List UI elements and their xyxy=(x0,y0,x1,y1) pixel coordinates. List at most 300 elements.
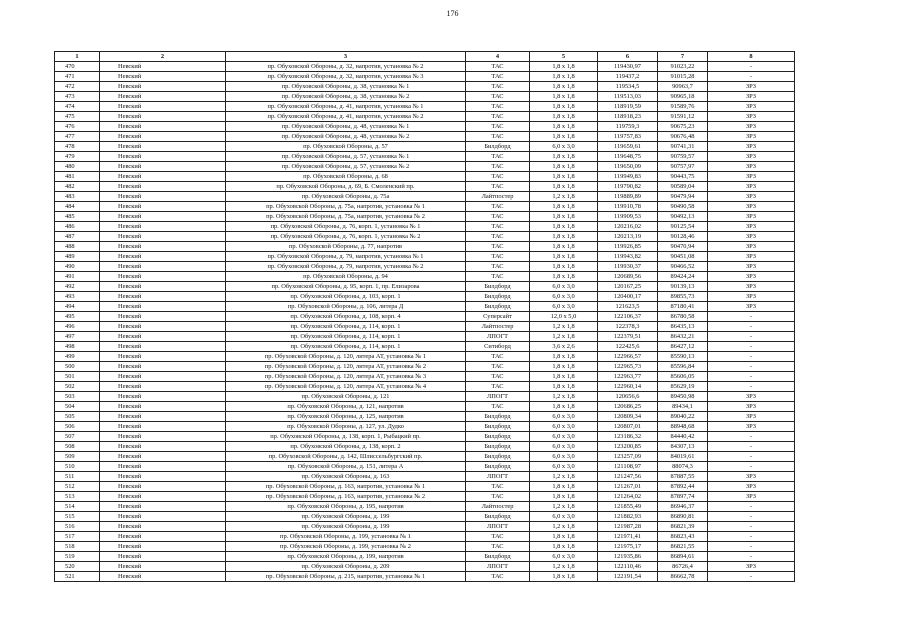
table-row xyxy=(55,392,795,402)
x-coordinate-cell: 119659,61 xyxy=(598,142,658,152)
size-cell: 6,0 x 3,0 xyxy=(530,552,598,562)
y-coordinate-cell: 84440,42 xyxy=(658,432,708,442)
address-cell: пр. Обуховской Обороны, д. 75а, напротив, установка № 2 xyxy=(226,212,466,222)
table-row xyxy=(55,482,795,492)
district-cell: Невский xyxy=(100,562,226,572)
y-coordinate-cell: 84019,61 xyxy=(658,452,708,462)
y-coordinate-cell: 86894,61 xyxy=(658,552,708,562)
address-cell: пр. Обуховской Обороны, д. 69, Б. Смоленский пр. xyxy=(226,182,466,192)
x-coordinate-cell: 122378,3 xyxy=(598,322,658,332)
district-cell: Невский xyxy=(100,112,226,122)
table-row xyxy=(55,172,795,182)
row-number-cell: 481 xyxy=(55,172,100,182)
zone-cell: - xyxy=(708,512,795,522)
address-cell: пр. Обуховской Обороны, д. 76, корп. 1, установка № 2 xyxy=(226,232,466,242)
table-row xyxy=(55,552,795,562)
zone-cell: ЗРЗ xyxy=(708,262,795,272)
address-cell: пр. Обуховской Обороны, д. 48, установка № 2 xyxy=(226,132,466,142)
y-coordinate-cell: 86946,37 xyxy=(658,502,708,512)
row-number-cell: 505 xyxy=(55,412,100,422)
size-cell: 6,0 x 3,0 xyxy=(530,452,598,462)
y-coordinate-cell: 87180,41 xyxy=(658,302,708,312)
table-row xyxy=(55,312,795,322)
y-coordinate-cell: 90965,18 xyxy=(658,92,708,102)
address-cell: пр. Обуховской Обороны, д. 121 xyxy=(226,392,466,402)
zone-cell: - xyxy=(708,332,795,342)
address-cell: пр. Обуховской Обороны, д. 138, корп. 1, Рыбацкий пр. xyxy=(226,432,466,442)
table-row xyxy=(55,302,795,312)
address-cell: пр. Обуховской Обороны, д. 103, корп. 1 xyxy=(226,292,466,302)
district-cell: Невский xyxy=(100,232,226,242)
table-row xyxy=(55,252,795,262)
column-header: 1 xyxy=(55,52,100,62)
x-coordinate-cell: 122425,6 xyxy=(598,342,658,352)
address-cell: пр. Обуховской Обороны, д. 125, напротив xyxy=(226,412,466,422)
type-cell: Лайтпостер xyxy=(466,322,530,332)
zone-cell: - xyxy=(708,432,795,442)
zone-cell: - xyxy=(708,72,795,82)
row-number-cell: 500 xyxy=(55,362,100,372)
type-cell: ТАС xyxy=(466,122,530,132)
y-coordinate-cell: 86427,12 xyxy=(658,342,708,352)
x-coordinate-cell: 119757,83 xyxy=(598,132,658,142)
size-cell: 1,2 x 1,8 xyxy=(530,522,598,532)
district-cell: Невский xyxy=(100,362,226,372)
address-cell: пр. Обуховской Обороны, д. 41, напротив, установка № 1 xyxy=(226,102,466,112)
address-cell: пр. Обуховской Обороны, д. 114, корп. 1 xyxy=(226,322,466,332)
zone-cell: ЗРЗ xyxy=(708,102,795,112)
type-cell: ТАС xyxy=(466,272,530,282)
district-cell: Невский xyxy=(100,302,226,312)
zone-cell: - xyxy=(708,572,795,582)
x-coordinate-cell: 121975,17 xyxy=(598,542,658,552)
type-cell: ТАС xyxy=(466,222,530,232)
y-coordinate-cell: 90757,97 xyxy=(658,162,708,172)
type-cell: Билдборд xyxy=(466,442,530,452)
row-number-cell: 498 xyxy=(55,342,100,352)
size-cell: 1,8 x 1,8 xyxy=(530,122,598,132)
type-cell: Билдборд xyxy=(466,302,530,312)
district-cell: Невский xyxy=(100,432,226,442)
x-coordinate-cell: 119926,85 xyxy=(598,242,658,252)
type-cell: ЛПОГТ xyxy=(466,522,530,532)
zone-cell: ЗРЗ xyxy=(708,132,795,142)
row-number-cell: 495 xyxy=(55,312,100,322)
zone-cell: ЗРЗ xyxy=(708,202,795,212)
x-coordinate-cell: 119650,09 xyxy=(598,162,658,172)
type-cell: Билдборд xyxy=(466,552,530,562)
district-cell: Невский xyxy=(100,292,226,302)
type-cell: ТАС xyxy=(466,212,530,222)
type-cell: ТАС xyxy=(466,182,530,192)
type-cell: ЛПОГТ xyxy=(466,472,530,482)
zone-cell: ЗРЗ xyxy=(708,492,795,502)
row-number-cell: 470 xyxy=(55,62,100,72)
row-number-cell: 475 xyxy=(55,112,100,122)
size-cell: 6,0 x 3,0 xyxy=(530,432,598,442)
table-row xyxy=(55,352,795,362)
x-coordinate-cell: 119534,5 xyxy=(598,82,658,92)
zone-cell: ЗРЗ xyxy=(708,562,795,572)
table-row xyxy=(55,222,795,232)
size-cell: 1,8 x 1,8 xyxy=(530,182,598,192)
zone-cell: ЗРЗ xyxy=(708,232,795,242)
size-cell: 1,8 x 1,8 xyxy=(530,222,598,232)
district-cell: Невский xyxy=(100,312,226,322)
x-coordinate-cell: 121855,49 xyxy=(598,502,658,512)
size-cell: 6,0 x 3,0 xyxy=(530,442,598,452)
size-cell: 6,0 x 3,0 xyxy=(530,512,598,522)
district-cell: Невский xyxy=(100,352,226,362)
address-cell: пр. Обуховской Обороны, д. 199 xyxy=(226,522,466,532)
row-number-cell: 515 xyxy=(55,512,100,522)
district-cell: Невский xyxy=(100,492,226,502)
zone-cell: ЗРЗ xyxy=(708,172,795,182)
address-cell: пр. Обуховской Обороны, д. 114, корп. 1 xyxy=(226,342,466,352)
y-coordinate-cell: 86726,4 xyxy=(658,562,708,572)
size-cell: 6,0 x 3,0 xyxy=(530,142,598,152)
district-cell: Невский xyxy=(100,532,226,542)
row-number-cell: 506 xyxy=(55,422,100,432)
district-cell: Невский xyxy=(100,152,226,162)
x-coordinate-cell: 123200,85 xyxy=(598,442,658,452)
type-cell: ТАС xyxy=(466,482,530,492)
zone-cell: ЗРЗ xyxy=(708,152,795,162)
zone-cell: ЗРЗ xyxy=(708,252,795,262)
type-cell: Билдборд xyxy=(466,292,530,302)
row-number-cell: 520 xyxy=(55,562,100,572)
address-cell: пр. Обуховской Обороны, д. 215, напротив, установка № 1 xyxy=(226,572,466,582)
row-number-cell: 501 xyxy=(55,372,100,382)
zone-cell: ЗРЗ xyxy=(708,472,795,482)
size-cell: 1,8 x 1,8 xyxy=(530,162,598,172)
y-coordinate-cell: 91591,12 xyxy=(658,112,708,122)
type-cell: ТАС xyxy=(466,372,530,382)
district-cell: Невский xyxy=(100,512,226,522)
address-cell: пр. Обуховской Обороны, д. 108, корп. 4 xyxy=(226,312,466,322)
size-cell: 1,8 x 1,8 xyxy=(530,212,598,222)
address-cell: пр. Обуховской Обороны, д. 114, корп. 1 xyxy=(226,332,466,342)
address-cell: пр. Обуховской Обороны, д. 48, установка № 1 xyxy=(226,122,466,132)
row-number-cell: 471 xyxy=(55,72,100,82)
type-cell: ЛПОГТ xyxy=(466,392,530,402)
y-coordinate-cell: 91023,22 xyxy=(658,62,708,72)
district-cell: Невский xyxy=(100,332,226,342)
row-number-cell: 489 xyxy=(55,252,100,262)
size-cell: 12,0 x 5,0 xyxy=(530,312,598,322)
table-row xyxy=(55,522,795,532)
table-row xyxy=(55,292,795,302)
x-coordinate-cell: 119943,82 xyxy=(598,252,658,262)
district-cell: Невский xyxy=(100,542,226,552)
zone-cell: - xyxy=(708,542,795,552)
district-cell: Невский xyxy=(100,522,226,532)
address-cell: пр. Обуховской Обороны, д. 76, корп. 1, установка № 1 xyxy=(226,222,466,232)
type-cell: Билдборд xyxy=(466,512,530,522)
y-coordinate-cell: 88074,3 xyxy=(658,462,708,472)
district-cell: Невский xyxy=(100,482,226,492)
row-number-cell: 511 xyxy=(55,472,100,482)
table-row xyxy=(55,242,795,252)
zone-cell: - xyxy=(708,62,795,72)
x-coordinate-cell: 121882,93 xyxy=(598,512,658,522)
row-number-cell: 507 xyxy=(55,432,100,442)
address-cell: пр. Обуховской Обороны, д. 95, корп. 1, пр. Елизарова xyxy=(226,282,466,292)
type-cell: ТАС xyxy=(466,102,530,112)
y-coordinate-cell: 90676,48 xyxy=(658,132,708,142)
size-cell: 1,8 x 1,8 xyxy=(530,72,598,82)
address-cell: пр. Обуховской Обороны, д. 57, установка № 1 xyxy=(226,152,466,162)
type-cell: ТАС xyxy=(466,402,530,412)
size-cell: 1,8 x 1,8 xyxy=(530,82,598,92)
size-cell: 1,8 x 1,8 xyxy=(530,172,598,182)
column-header: 8 xyxy=(708,52,795,62)
type-cell: Ситиборд xyxy=(466,342,530,352)
y-coordinate-cell: 86823,43 xyxy=(658,532,708,542)
address-cell: пр. Обуховской Обороны, д. 77, напротив xyxy=(226,242,466,252)
table-row xyxy=(55,82,795,92)
address-cell: пр. Обуховской Обороны, д. 41, напротив, установка № 2 xyxy=(226,112,466,122)
table-header-row xyxy=(55,52,795,62)
table-row xyxy=(55,282,795,292)
table-row xyxy=(55,102,795,112)
district-cell: Невский xyxy=(100,372,226,382)
type-cell: ТАС xyxy=(466,262,530,272)
address-cell: пр. Обуховской Обороны, д. 75а xyxy=(226,192,466,202)
address-cell: пр. Обуховской Обороны, д. 163 xyxy=(226,472,466,482)
row-number-cell: 487 xyxy=(55,232,100,242)
size-cell: 6,0 x 3,0 xyxy=(530,292,598,302)
type-cell: ТАС xyxy=(466,352,530,362)
x-coordinate-cell: 122106,37 xyxy=(598,312,658,322)
table-row xyxy=(55,162,795,172)
row-number-cell: 518 xyxy=(55,542,100,552)
x-coordinate-cell: 120686,25 xyxy=(598,402,658,412)
table-row xyxy=(55,502,795,512)
column-header: 6 xyxy=(598,52,658,62)
zone-cell: ЗРЗ xyxy=(708,92,795,102)
table-row xyxy=(55,272,795,282)
district-cell: Невский xyxy=(100,502,226,512)
y-coordinate-cell: 90466,52 xyxy=(658,262,708,272)
y-coordinate-cell: 90759,57 xyxy=(658,152,708,162)
address-cell: пр. Обуховской Обороны, д. 138, корп. 2 xyxy=(226,442,466,452)
type-cell: ЛПОГТ xyxy=(466,562,530,572)
size-cell: 6,0 x 3,0 xyxy=(530,302,598,312)
size-cell: 1,8 x 1,8 xyxy=(530,402,598,412)
address-cell: пр. Обуховской Обороны, д. 163, напротив, установка № 1 xyxy=(226,482,466,492)
y-coordinate-cell: 89450,98 xyxy=(658,392,708,402)
y-coordinate-cell: 91015,28 xyxy=(658,72,708,82)
address-cell: пр. Обуховской Обороны, д. 199, установка № 2 xyxy=(226,542,466,552)
y-coordinate-cell: 90675,23 xyxy=(658,122,708,132)
size-cell: 1,8 x 1,8 xyxy=(530,362,598,372)
district-cell: Невский xyxy=(100,422,226,432)
district-cell: Невский xyxy=(100,262,226,272)
district-cell: Невский xyxy=(100,162,226,172)
size-cell: 1,8 x 1,8 xyxy=(530,132,598,142)
row-number-cell: 512 xyxy=(55,482,100,492)
size-cell: 6,0 x 3,0 xyxy=(530,422,598,432)
address-cell: пр. Обуховской Обороны, д. 120, литера АТ, установка № 2 xyxy=(226,362,466,372)
district-cell: Невский xyxy=(100,142,226,152)
district-cell: Невский xyxy=(100,322,226,332)
zone-cell: - xyxy=(708,312,795,322)
zone-cell: - xyxy=(708,372,795,382)
type-cell: ТАС xyxy=(466,62,530,72)
row-number-cell: 508 xyxy=(55,442,100,452)
y-coordinate-cell: 91589,76 xyxy=(658,102,708,112)
size-cell: 1,2 x 1,8 xyxy=(530,332,598,342)
table-row xyxy=(55,572,795,582)
y-coordinate-cell: 85606,05 xyxy=(658,372,708,382)
table-row xyxy=(55,542,795,552)
type-cell: Билдборд xyxy=(466,142,530,152)
table-row xyxy=(55,472,795,482)
size-cell: 1,8 x 1,8 xyxy=(530,382,598,392)
type-cell: ТАС xyxy=(466,382,530,392)
x-coordinate-cell: 122965,73 xyxy=(598,362,658,372)
table-row xyxy=(55,72,795,82)
size-cell: 1,2 x 1,8 xyxy=(530,392,598,402)
y-coordinate-cell: 90443,75 xyxy=(658,172,708,182)
type-cell: ТАС xyxy=(466,82,530,92)
district-cell: Невский xyxy=(100,62,226,72)
address-cell: пр. Обуховской Обороны, д. 79, напротив, установка № 1 xyxy=(226,252,466,262)
y-coordinate-cell: 89424,24 xyxy=(658,272,708,282)
table-row xyxy=(55,342,795,352)
x-coordinate-cell: 118919,59 xyxy=(598,102,658,112)
address-cell: пр. Обуховской Обороны, д. 120, литера АТ, установка № 1 xyxy=(226,352,466,362)
table-row xyxy=(55,122,795,132)
type-cell: ТАС xyxy=(466,132,530,142)
table-row xyxy=(55,532,795,542)
size-cell: 6,0 x 3,0 xyxy=(530,282,598,292)
district-cell: Невский xyxy=(100,202,226,212)
district-cell: Невский xyxy=(100,92,226,102)
y-coordinate-cell: 87892,44 xyxy=(658,482,708,492)
type-cell: ТАС xyxy=(466,532,530,542)
size-cell: 1,8 x 1,8 xyxy=(530,532,598,542)
row-number-cell: 483 xyxy=(55,192,100,202)
size-cell: 1,8 x 1,8 xyxy=(530,112,598,122)
address-cell: пр. Обуховской Обороны, д. 142, Шлиссельбургский пр. xyxy=(226,452,466,462)
table-row xyxy=(55,152,795,162)
address-cell: пр. Обуховской Обороны, д. 38, установка № 2 xyxy=(226,92,466,102)
y-coordinate-cell: 90490,58 xyxy=(658,202,708,212)
address-cell: пр. Обуховской Обороны, д. 57, установка № 2 xyxy=(226,162,466,172)
x-coordinate-cell: 120689,56 xyxy=(598,272,658,282)
zone-cell: - xyxy=(708,462,795,472)
y-coordinate-cell: 85629,19 xyxy=(658,382,708,392)
table-row xyxy=(55,432,795,442)
x-coordinate-cell: 122379,51 xyxy=(598,332,658,342)
table-row xyxy=(55,132,795,142)
row-number-cell: 499 xyxy=(55,352,100,362)
x-coordinate-cell: 120809,34 xyxy=(598,412,658,422)
zone-cell: - xyxy=(708,342,795,352)
type-cell: ЛПОГТ xyxy=(466,332,530,342)
x-coordinate-cell: 121623,5 xyxy=(598,302,658,312)
row-number-cell: 493 xyxy=(55,292,100,302)
zone-cell: - xyxy=(708,352,795,362)
district-cell: Невский xyxy=(100,122,226,132)
x-coordinate-cell: 119889,89 xyxy=(598,192,658,202)
address-cell: пр. Обуховской Обороны, д. 209 xyxy=(226,562,466,572)
x-coordinate-cell: 120656,6 xyxy=(598,392,658,402)
district-cell: Невский xyxy=(100,172,226,182)
row-number-cell: 496 xyxy=(55,322,100,332)
size-cell: 1,8 x 1,8 xyxy=(530,102,598,112)
district-cell: Невский xyxy=(100,132,226,142)
x-coordinate-cell: 120400,17 xyxy=(598,292,658,302)
y-coordinate-cell: 85596,84 xyxy=(658,362,708,372)
district-cell: Невский xyxy=(100,552,226,562)
size-cell: 1,8 x 1,8 xyxy=(530,482,598,492)
type-cell: ТАС xyxy=(466,542,530,552)
address-cell: пр. Обуховской Обороны, д. 151, литера А xyxy=(226,462,466,472)
address-cell: пр. Обуховской Обороны, д. 79, напротив, установка № 2 xyxy=(226,262,466,272)
y-coordinate-cell: 90125,54 xyxy=(658,222,708,232)
y-coordinate-cell: 86821,39 xyxy=(658,522,708,532)
table-row xyxy=(55,512,795,522)
district-cell: Невский xyxy=(100,412,226,422)
district-cell: Невский xyxy=(100,192,226,202)
row-number-cell: 492 xyxy=(55,282,100,292)
size-cell: 1,8 x 1,8 xyxy=(530,492,598,502)
district-cell: Невский xyxy=(100,392,226,402)
row-number-cell: 504 xyxy=(55,402,100,412)
size-cell: 1,8 x 1,8 xyxy=(530,572,598,582)
x-coordinate-cell: 119513,03 xyxy=(598,92,658,102)
type-cell: ТАС xyxy=(466,572,530,582)
data-table xyxy=(54,51,795,582)
size-cell: 1,8 x 1,8 xyxy=(530,542,598,552)
x-coordinate-cell: 120216,02 xyxy=(598,222,658,232)
row-number-cell: 472 xyxy=(55,82,100,92)
size-cell: 1,2 x 1,8 xyxy=(530,562,598,572)
district-cell: Невский xyxy=(100,402,226,412)
district-cell: Невский xyxy=(100,472,226,482)
y-coordinate-cell: 90963,7 xyxy=(658,82,708,92)
size-cell: 1,8 x 1,8 xyxy=(530,262,598,272)
x-coordinate-cell: 119909,53 xyxy=(598,212,658,222)
district-cell: Невский xyxy=(100,462,226,472)
row-number-cell: 503 xyxy=(55,392,100,402)
y-coordinate-cell: 87897,74 xyxy=(658,492,708,502)
zone-cell: ЗРЗ xyxy=(708,392,795,402)
column-header: 5 xyxy=(530,52,598,62)
row-number-cell: 473 xyxy=(55,92,100,102)
type-cell: Лайтпостер xyxy=(466,192,530,202)
x-coordinate-cell: 123257,09 xyxy=(598,452,658,462)
x-coordinate-cell: 122963,77 xyxy=(598,372,658,382)
row-number-cell: 490 xyxy=(55,262,100,272)
type-cell: ТАС xyxy=(466,172,530,182)
address-cell: пр. Обуховской Обороны, д. 121, напротив xyxy=(226,402,466,412)
address-cell: пр. Обуховской Обороны, д. 199, установка № 1 xyxy=(226,532,466,542)
zone-cell: - xyxy=(708,322,795,332)
type-cell: ТАС xyxy=(466,362,530,372)
address-cell: пр. Обуховской Обороны, д. 32, напротив, установка № 3 xyxy=(226,72,466,82)
y-coordinate-cell: 90139,13 xyxy=(658,282,708,292)
zone-cell: ЗРЗ xyxy=(708,282,795,292)
y-coordinate-cell: 85590,13 xyxy=(658,352,708,362)
x-coordinate-cell: 119790,82 xyxy=(598,182,658,192)
district-cell: Невский xyxy=(100,82,226,92)
table-row xyxy=(55,192,795,202)
row-number-cell: 519 xyxy=(55,552,100,562)
